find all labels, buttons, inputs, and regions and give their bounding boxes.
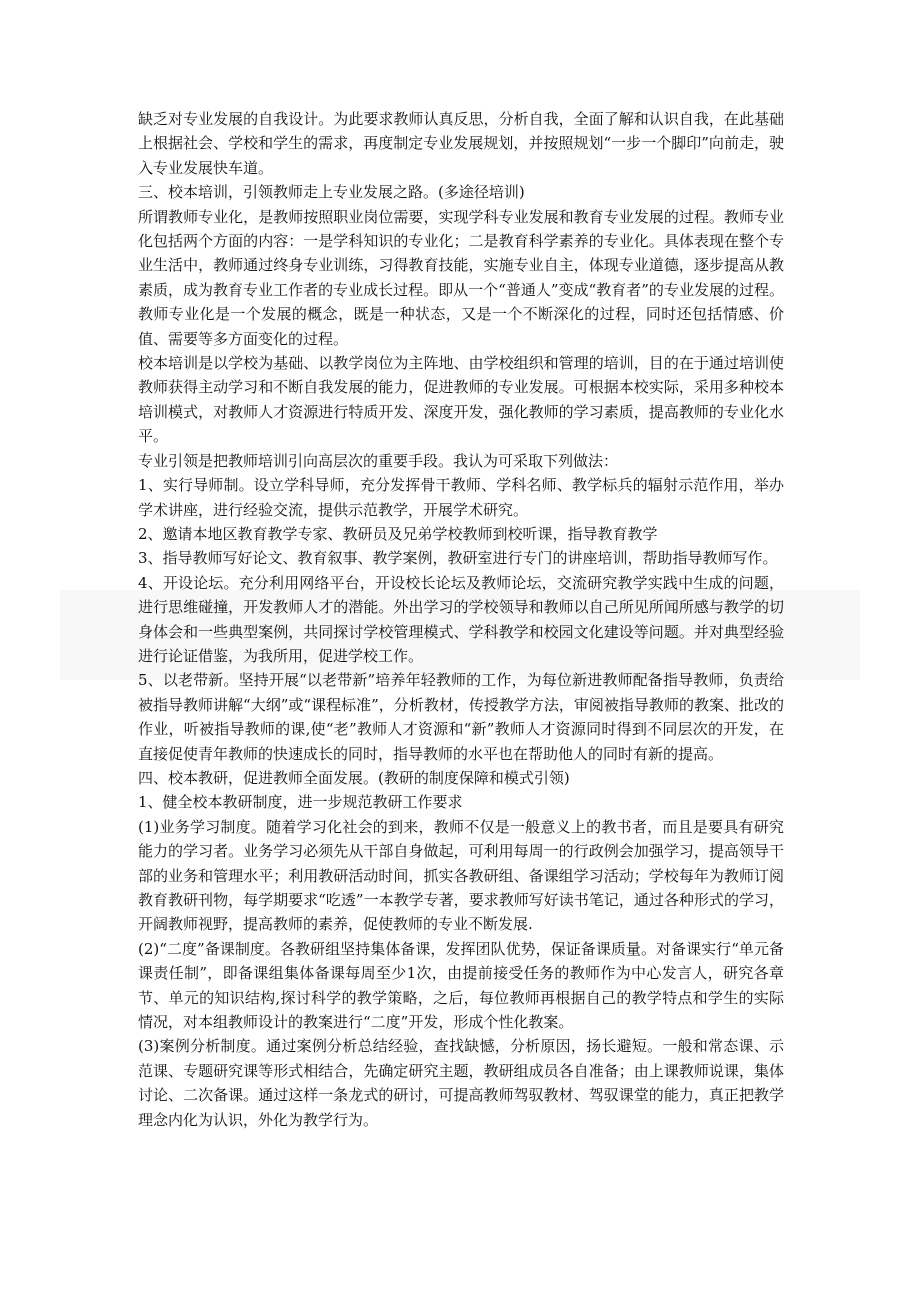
list-item-2: 2、邀请本地区教育教学专家、教研员及兄弟学校教师到校听课，指导教育教学 [138, 524, 658, 543]
heading-section-4: 四、校本教研，促进教师全面发展。(教研的制度保障和模式引领) [138, 768, 570, 787]
list-item-3: 3、指导教师写好论文、教育叙事、教学案例，教研室进行专门的讲座培训，帮助指导教师写作。 [138, 549, 778, 568]
sub-item-2: (2)“二度”备课制度。各教研组坚持集体备课，发挥团队优势，保证备课质量。对备课实行“单元备课责任制”，即备课组集体备课每周至少1次，由提前接受任务的教师作为中心发言人，研究各章节、单元的知识结构,探讨科学的教学策略，之后，每位教师再根据自己的教学特点和学生的实际情况，对本组教师设计的教案进行“二度”开发，形成个性化教案。 [138, 939, 784, 1032]
subheading-1: 1、健全校本教研制度，进一步规范教研工作要求 [138, 793, 463, 812]
list-item-1: 1、实行导师制。设立学科导师，充分发挥骨干教师、学科名师、教学标兵的辐射示范作用，举办学术讲座，进行经验交流，提供示范教学，开展学术研究。 [138, 476, 784, 519]
list-item-5: 5、以老带新。坚持开展“以老带新”培养年轻教师的工作，为每位新进教师配备指导教师，负责给被指导教师讲解“大纲”或“课程标准”，分析教材，传授教学方法，审阅被指导教师的教案、批改的作业，听被指导教师的课,使“老”教师人才资源和“新”教师人才资源同时得到不同层次的开发，在直接促使青年教师的快速成长的同时，指导教师的水平也在帮助他人的同时有新的提高。 [138, 671, 784, 763]
paragraph-professional-guidance: 专业引领是把教师培训引向高层次的重要手段。我认为可采取下列做法： [138, 451, 619, 470]
heading-section-3: 三、校本培训，引领教师走上专业发展之路。(多途径培训) [138, 183, 525, 202]
sub-item-3: (3)案例分析制度。通过案例分析总结经验，查找缺憾，分析原因，扬长避短。一般和常态课、示范课、专题研究课等形式相结合，先确定研究主题，教研组成员各自准备；由上课教师说课，集体讨论、二次备课。通过这样一条龙式的研讨，可提高教师驾驭教材、驾驭课堂的能力，真正把教学理念内化为认识，外化为教学行为。 [138, 1037, 784, 1129]
sub-item-1: (1)业务学习制度。随着学习化社会的到来，教师不仅是一般意义上的教书者，而且是要具有研究能力的学习者。业务学习必须先从干部自身做起，可利用每周一的行政例会加强学习，提高领导干部的业务和管理水平；利用教研活动时间，抓实各教研组、备课组学习活动；学校每年为教师订阅教育教研刊物，每学期要求“吃透”一本教学专著，要求教师写好读书笔记，通过各种形式的学习，开阔教师视野，提高教师的素养，促使教师的专业不断发展. [138, 817, 784, 934]
paragraph-teacher-professionalization: 所谓教师专业化，是教师按照职业岗位需要，实现学科专业发展和教育专业发展的过程。教师专业化包括两个方面的内容：一是学科知识的专业化；二是教育科学素养的专业化。具体表现在整个专业生活中，教师通过终身专业训练，习得教育技能，实施专业自主，体现专业道德，逐步提高从教素质，成为教育专业工作者的专业成长过程。即从一个“普通人”变成“教育者”的专业发展的过程。教师专业化是一个发展的概念，既是一种状态，又是一个不断深化的过程，同时还包括情感、价值、需要等多方面变化的过程。 [138, 207, 784, 348]
document-body [138, 107, 784, 1132]
list-item-4: 4、开设论坛。充分利用网络平台，开设校长论坛及教师论坛，交流研究教学实践中生成的问题，进行思维碰撞，开发教师人才的潜能。外出学习的学校领导和教师以自己所见所闻所感与教学的切身体会和一些典型案例，共同探讨学校管理模式、学科教学和校园文化建设等问题。并对典型经验进行论证借鉴，为我所用，促进学校工作。 [138, 573, 784, 665]
paragraph-1: 缺乏对专业发展的自我设计。为此要求教师认真反思，分析自我，全面了解和认识自我，在此基础上根据社会、学校和学生的需求，再度制定专业发展规划，并按照规划“一步一个脚印”向前走，驶入专业发展快车道。 [138, 110, 784, 177]
paragraph-school-based-training: 校本培训是以学校为基础、以教学岗位为主阵地、由学校组织和管理的培训，目的在于通过培训使教师获得主动学习和不断自我发展的能力，促进教师的专业发展。可根据本校实际，采用多种校本培训模式，对教师人才资源进行特质开发、深度开发，强化教师的学习素质，提高教师的专业化水平。 [138, 354, 784, 446]
